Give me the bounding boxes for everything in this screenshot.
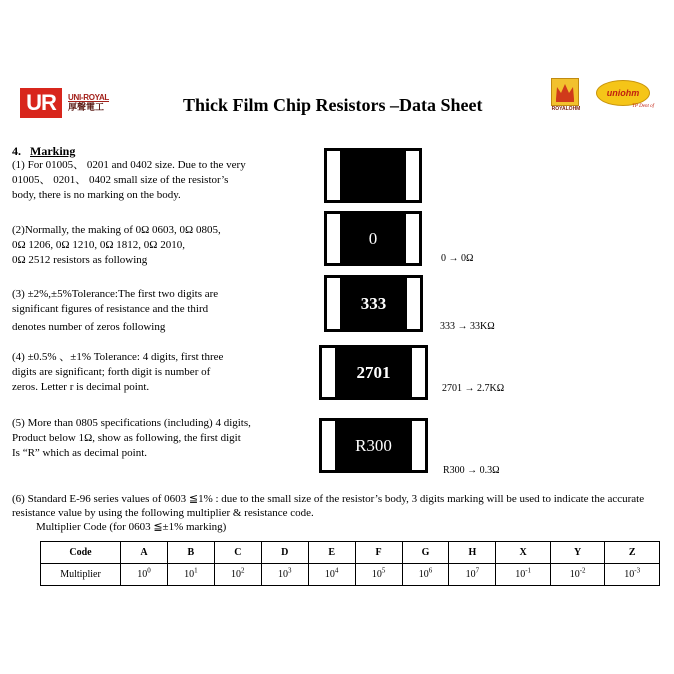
- multiplier-base: 10: [569, 569, 580, 580]
- item-3-text: [12, 287, 218, 335]
- royalohm-crown-icon: [551, 78, 579, 106]
- section-heading: [12, 144, 75, 159]
- chip-marking: 0: [368, 228, 378, 248]
- table-header-row: [41, 542, 660, 564]
- table-multiplier-cell: [605, 564, 660, 586]
- table-multiplier-cell: [449, 564, 496, 586]
- item-3-line-3: denotes number of zeros following: [12, 321, 166, 333]
- multiplier-exponent: 1: [194, 566, 198, 575]
- item-2-line-2: 0Ω 1206, 0Ω 1210, 0Ω 1812, 0Ω 2010,: [12, 239, 185, 251]
- chip-marking: 2701: [356, 362, 391, 382]
- item-4-text: [12, 350, 223, 395]
- chip-terminal-right: [406, 214, 419, 263]
- chip-terminal-left: [327, 151, 340, 200]
- multiplier-base: 10: [277, 569, 288, 580]
- item-5-result: R300 → 0.3Ω: [443, 465, 500, 476]
- table-multiplier-cell: [496, 564, 551, 586]
- table-code-cell: F: [355, 542, 402, 564]
- chip-terminal-right: [407, 278, 420, 329]
- multiplier-base: 10: [465, 569, 476, 580]
- multiplier-exponent: 6: [428, 566, 433, 575]
- chip-terminal-right: [406, 151, 419, 200]
- table-caption: Multiplier Code (for 0603 ≦±1% marking): [36, 521, 227, 533]
- multiplier-exponent: 3: [287, 566, 292, 575]
- chip-terminal-left: [327, 214, 340, 263]
- resistor-chip-4: [319, 345, 428, 400]
- item-3-line-2: significant figures of resistance and the third: [12, 303, 209, 315]
- uniroyal-logo: [68, 93, 118, 113]
- chip-marking: 333: [360, 293, 387, 313]
- table-code-cell: C: [214, 542, 261, 564]
- multiplier-base: 10: [184, 569, 195, 580]
- table-code-cell: H: [449, 542, 496, 564]
- item-3-line-1: (3) ±2%,±5%Tolerance:The first two digits are: [12, 288, 219, 300]
- item-2-line-3: 0Ω 2512 resistors as following: [12, 254, 148, 266]
- multiplier-table: [40, 541, 660, 586]
- multiplier-exponent: 7: [475, 566, 480, 575]
- page-title: Thick Film Chip Resistors –Data Sheet: [183, 95, 483, 115]
- table-multiplier-cell: [121, 564, 168, 586]
- table-code-cell: Y: [550, 542, 605, 564]
- table-code-cell: X: [496, 542, 551, 564]
- resistor-chip-2: [324, 211, 422, 266]
- multiplier-base: 10: [418, 569, 429, 580]
- item-3-result: 333 → 33KΩ: [440, 321, 495, 332]
- item-4-line-3: zeros. Letter r is decimal point.: [12, 381, 150, 393]
- multiplier-exponent: 2: [241, 566, 245, 575]
- table-multiplier-cell: [308, 564, 355, 586]
- multiplier-exponent: -2: [579, 566, 586, 575]
- chip-marking: R300: [355, 435, 392, 455]
- table-code-cell: D: [261, 542, 308, 564]
- ur-logo: UR: [20, 88, 62, 118]
- item-5-line-2: Product below 1Ω, show as following, the first digit: [12, 432, 241, 444]
- uniohm-tag: TP Dent of: [632, 104, 654, 109]
- e96-line-2: resistance value by using the following multiplier & resistance code.: [12, 507, 314, 519]
- table-multiplier-cell: [550, 564, 605, 586]
- uniohm-name: uniohm: [596, 80, 650, 106]
- item-1-line-2: 01005、 0201、 0402 small size of the resistor’s: [12, 174, 229, 186]
- chip-terminal-right: [412, 348, 425, 397]
- item-4-result: 2701 → 2.7KΩ: [442, 383, 505, 394]
- table-code-cell: Z: [605, 542, 660, 564]
- table-header-label: Code: [41, 542, 121, 564]
- brand-cn: 厚聲電工: [68, 102, 105, 112]
- royalohm-logo: [551, 78, 581, 116]
- multiplier-base: 10: [324, 569, 335, 580]
- section-number: 4.: [12, 144, 21, 158]
- multiplier-exponent: 0: [147, 566, 151, 575]
- brand-en: UNI-ROYAL: [68, 93, 110, 102]
- section-title: Marking: [30, 144, 76, 158]
- table-code-cell: E: [308, 542, 355, 564]
- table-multiplier-cell: [261, 564, 308, 586]
- uniohm-logo: [596, 80, 654, 110]
- multiplier-base: 10: [137, 569, 148, 580]
- item-5-line-3: Is “R” which as decimal point.: [12, 447, 148, 459]
- resistor-chip-3: [324, 275, 423, 332]
- table-row-label: Multiplier: [41, 564, 121, 586]
- table-multiplier-row: [41, 564, 660, 586]
- multiplier-exponent: 4: [334, 566, 339, 575]
- multiplier-base: 10: [515, 569, 526, 580]
- item-2-result: 0 → 0Ω: [441, 253, 474, 264]
- multiplier-base: 10: [231, 569, 242, 580]
- table-multiplier-cell: [355, 564, 402, 586]
- multiplier-exponent: -3: [634, 566, 641, 575]
- item-5-line-1: (5) More than 0805 specifications (including) 4 digits,: [12, 417, 251, 429]
- resistor-chip-5: [319, 418, 428, 473]
- item-2-text: [12, 223, 221, 268]
- multiplier-exponent: -1: [525, 566, 532, 575]
- multiplier-base: 10: [371, 569, 382, 580]
- item-1-line-3: body, there is no marking on the body.: [12, 189, 181, 201]
- chip-terminal-left: [327, 278, 340, 329]
- table-code-cell: A: [121, 542, 168, 564]
- item-1-line-1: (1) For 01005、 0201 and 0402 size. Due to the very: [12, 159, 246, 171]
- item-2-line-1: (2)Normally, the making of 0Ω 0603, 0Ω 0805,: [12, 224, 221, 236]
- resistor-chip-1: [324, 148, 422, 203]
- multiplier-base: 10: [624, 569, 635, 580]
- multiplier-exponent: 5: [381, 566, 386, 575]
- chip-terminal-left: [322, 348, 335, 397]
- item-5-text: [12, 416, 251, 461]
- table-multiplier-cell: [402, 564, 449, 586]
- chip-terminal-left: [322, 421, 335, 470]
- item-1-text: [12, 158, 246, 203]
- table-code-cell: B: [167, 542, 214, 564]
- royalohm-label: ROYALOHM: [551, 106, 581, 112]
- e96-line-1: (6) Standard E-96 series values of 0603 ≦1% : due to the small size of the resistor’s body, 3 digits marking will be used to indicate the accurate: [12, 493, 645, 505]
- item-4-line-2: digits are significant; forth digit is number of: [12, 366, 211, 378]
- table-multiplier-cell: [167, 564, 214, 586]
- chip-terminal-right: [412, 421, 425, 470]
- table-code-cell: G: [402, 542, 449, 564]
- item-4-line-1: (4) ±0.5% 、±1% Tolerance: 4 digits, first three: [12, 351, 224, 363]
- table-multiplier-cell: [214, 564, 261, 586]
